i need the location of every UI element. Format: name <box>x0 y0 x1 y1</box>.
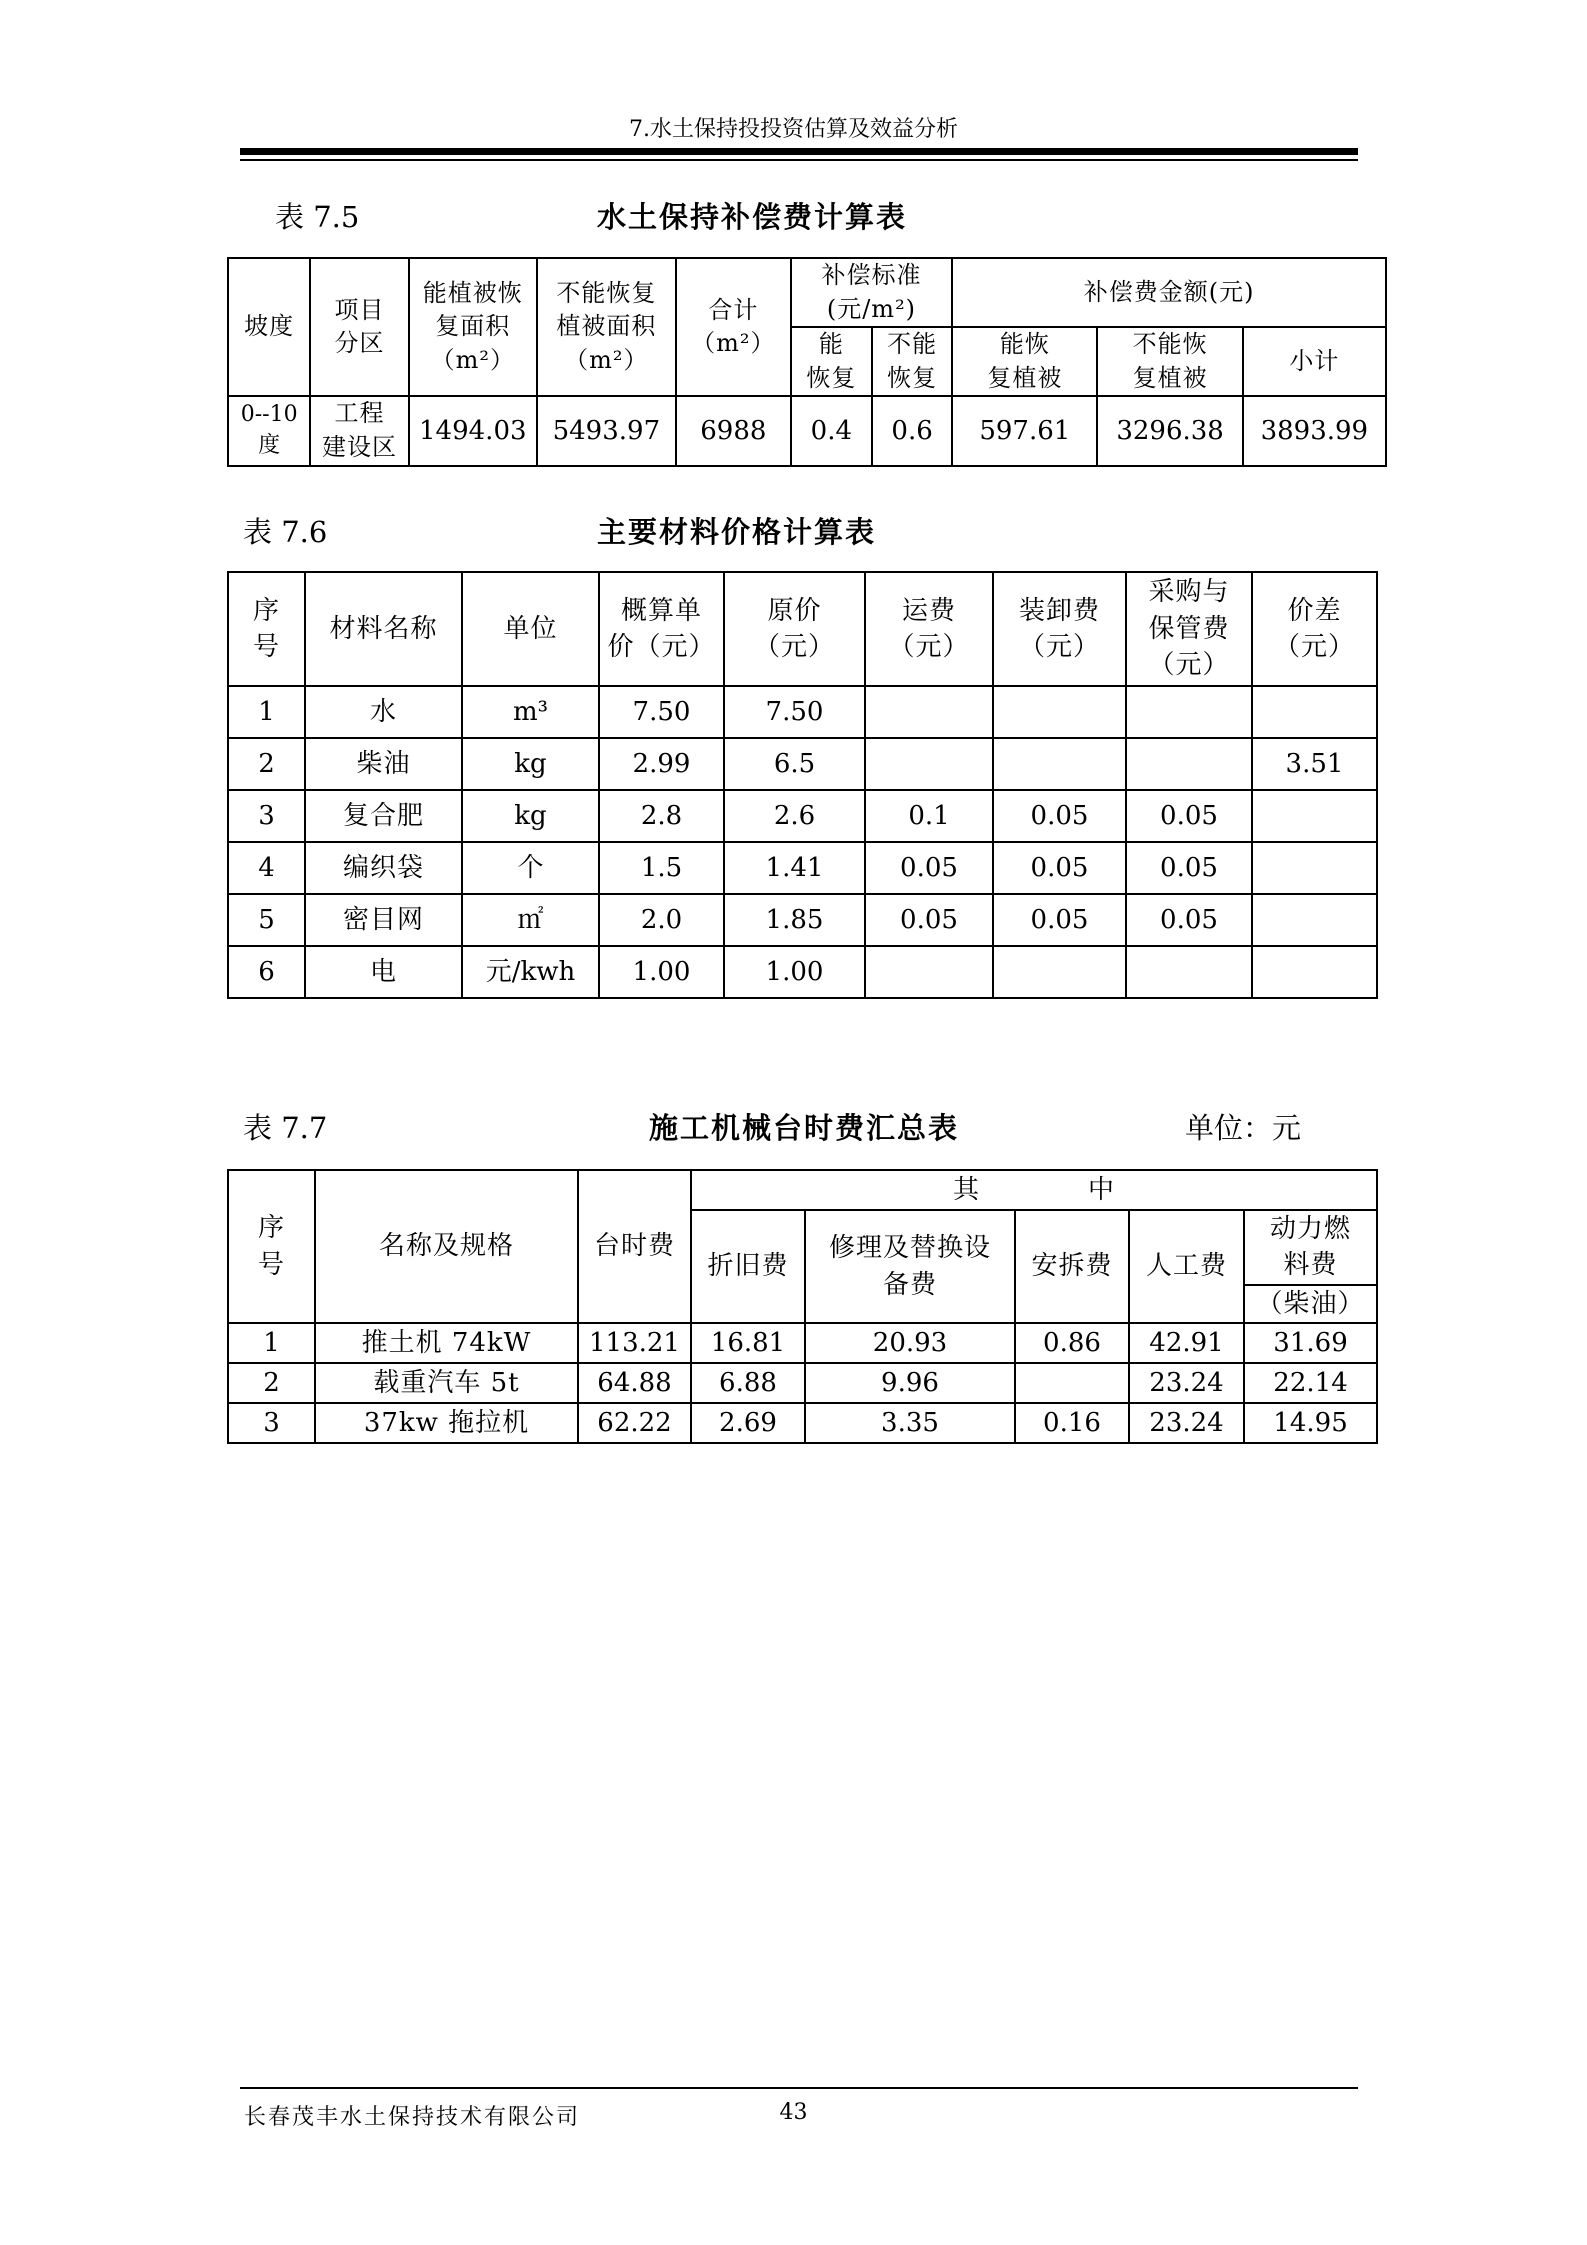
t76-cell: 元/kwh <box>462 946 599 998</box>
t77-h-depr: 折旧费 <box>691 1210 805 1323</box>
t76-cell <box>1252 790 1377 842</box>
table-row <box>228 396 1386 465</box>
t75-h-recover-area: 能植被恢 复面积 （m²） <box>409 258 537 396</box>
t76-h-0: 序 号 <box>228 572 305 686</box>
header-rule-thick <box>240 148 1358 155</box>
t76-cell <box>1126 686 1252 738</box>
t77-cell: 113.21 <box>578 1323 691 1363</box>
table77-label: 表 7.7 <box>243 1111 328 1145</box>
t77-cell: 推土机 74kW <box>315 1323 578 1363</box>
t75-zone: 工程 建设区 <box>310 396 409 465</box>
t76-cell: 2.0 <box>599 894 724 946</box>
t75-recover-area: 1494.03 <box>409 396 537 465</box>
t77-cell <box>1015 1363 1129 1403</box>
t76-h-7: 采购与 保管费 （元） <box>1126 572 1252 686</box>
t76-cell <box>1252 842 1377 894</box>
t75-h-std-recover: 能 恢复 <box>791 327 872 396</box>
t75-subtotal: 3893.99 <box>1243 396 1386 465</box>
table75-label: 表 7.5 <box>275 200 360 234</box>
t77-h-fuel-sub: （柴油） <box>1244 1285 1377 1323</box>
table77 <box>227 1169 1378 1444</box>
table76-title: 主要材料价格计算表 <box>597 515 877 549</box>
t76-cell: 1.00 <box>724 946 865 998</box>
table-row <box>228 1363 1377 1403</box>
t76-cell: 1 <box>228 686 305 738</box>
t77-h-hour: 台时费 <box>578 1170 691 1323</box>
t76-cell: 编织袋 <box>305 842 462 894</box>
t77-h-name: 名称及规格 <box>315 1170 578 1323</box>
t76-cell: 5 <box>228 894 305 946</box>
table76-label: 表 7.6 <box>243 515 328 549</box>
table76 <box>227 571 1378 999</box>
page-number: 43 <box>779 2100 808 2125</box>
t75-h-slope: 坡度 <box>228 258 310 396</box>
t76-cell: 密目网 <box>305 894 462 946</box>
t76-cell: 6.5 <box>724 738 865 790</box>
t77-cell: 6.88 <box>691 1363 805 1403</box>
t76-cell: 个 <box>462 842 599 894</box>
t76-cell: 2.99 <box>599 738 724 790</box>
t75-h-amount: 补偿费金额(元) <box>952 258 1386 327</box>
t77-cell: 23.24 <box>1129 1403 1244 1443</box>
table75 <box>227 257 1387 467</box>
t76-cell: 3 <box>228 790 305 842</box>
t77-cell: 22.14 <box>1244 1363 1377 1403</box>
t77-cell: 3.35 <box>805 1403 1015 1443</box>
table77-caption <box>243 1106 1302 1147</box>
t77-cell: 9.96 <box>805 1363 1015 1403</box>
t76-cell: m³ <box>462 686 599 738</box>
t77-cell: 37kw 拖拉机 <box>315 1403 578 1443</box>
table-row <box>228 738 1377 790</box>
t76-cell <box>865 686 993 738</box>
t77-cell: 20.93 <box>805 1323 1015 1363</box>
t76-cell: 0.05 <box>993 842 1126 894</box>
t76-cell: 1.85 <box>724 894 865 946</box>
t76-cell: 7.50 <box>724 686 865 738</box>
t76-cell: 2.6 <box>724 790 865 842</box>
t77-cell: 64.88 <box>578 1363 691 1403</box>
t75-std-recover: 0.4 <box>791 396 872 465</box>
t77-cell: 23.24 <box>1129 1363 1244 1403</box>
t77-cell: 3 <box>228 1403 315 1443</box>
t76-h-1: 材料名称 <box>305 572 462 686</box>
t77-cell: 0.16 <box>1015 1403 1129 1443</box>
t75-amt-norecover: 3296.38 <box>1097 396 1242 465</box>
t77-cell: 2.69 <box>691 1403 805 1443</box>
t76-cell: kg <box>462 738 599 790</box>
t75-h-std: 补偿标准 (元/m²) <box>791 258 952 327</box>
t76-cell <box>993 946 1126 998</box>
t77-cell: 62.22 <box>578 1403 691 1443</box>
t76-cell <box>865 946 993 998</box>
t76-header-row <box>228 572 1377 686</box>
page-header-title: 7.水土保持投投资估算及效益分析 <box>629 117 958 142</box>
t77-cell: 1 <box>228 1323 315 1363</box>
table75-title: 水土保持补偿费计算表 <box>597 200 908 234</box>
t77-h-of: 其 中 <box>691 1170 1377 1210</box>
t76-cell: 1.00 <box>599 946 724 998</box>
table76-caption <box>243 510 877 551</box>
t76-h-8: 价差 （元） <box>1252 572 1377 686</box>
t76-cell: 水 <box>305 686 462 738</box>
t77-cell: 0.86 <box>1015 1323 1129 1363</box>
table75-caption <box>275 195 908 236</box>
t76-cell: 0.05 <box>1126 842 1252 894</box>
t77-h-labor: 人工费 <box>1129 1210 1244 1323</box>
t75-h-norecover-area: 不能恢复 植被面积 （m²） <box>537 258 676 396</box>
t76-cell: 复合肥 <box>305 790 462 842</box>
t77-cell: 42.91 <box>1129 1323 1244 1363</box>
t77-cell: 载重汽车 5t <box>315 1363 578 1403</box>
t77-h-no: 序 号 <box>228 1170 315 1323</box>
t76-cell <box>1252 686 1377 738</box>
t76-cell: 0.1 <box>865 790 993 842</box>
t77-h-fuel: 动力燃 料费 <box>1244 1210 1377 1285</box>
table-row <box>228 842 1377 894</box>
t76-cell <box>993 738 1126 790</box>
t76-cell: 3.51 <box>1252 738 1377 790</box>
t76-h-4: 原价 （元） <box>724 572 865 686</box>
t76-h-6: 装卸费 （元） <box>993 572 1126 686</box>
t75-h-subtotal: 小计 <box>1243 327 1386 396</box>
t77-h-repair: 修理及替换设 备费 <box>805 1210 1015 1323</box>
t77-h-install: 安拆费 <box>1015 1210 1129 1323</box>
t76-h-2: 单位 <box>462 572 599 686</box>
t75-h-amt-recover: 能恢 复植被 <box>952 327 1097 396</box>
footer-company: 长春茂丰水土保持技术有限公司 <box>244 2105 581 2130</box>
t76-cell <box>993 686 1126 738</box>
t76-cell: 0.05 <box>1126 790 1252 842</box>
t76-cell: 0.05 <box>865 842 993 894</box>
t76-cell: 7.50 <box>599 686 724 738</box>
t76-cell: kg <box>462 790 599 842</box>
t76-cell: ㎡ <box>462 894 599 946</box>
t75-h-zone: 项目 分区 <box>310 258 409 396</box>
table-row <box>228 1323 1377 1363</box>
table77-unit: 单位：元 <box>1185 1111 1302 1145</box>
t75-h-amt-norecover: 不能恢 复植被 <box>1097 327 1242 396</box>
t75-std-norecover: 0.6 <box>872 396 952 465</box>
t77-cell: 16.81 <box>691 1323 805 1363</box>
t76-cell: 1.5 <box>599 842 724 894</box>
t76-h-3: 概算单 价（元） <box>599 572 724 686</box>
t76-cell: 0.05 <box>993 790 1126 842</box>
t76-cell <box>1126 946 1252 998</box>
table77-title: 施工机械台时费汇总表 <box>649 1111 960 1145</box>
table-row <box>228 1403 1377 1443</box>
table-row <box>228 686 1377 738</box>
t76-cell: 2.8 <box>599 790 724 842</box>
t76-cell <box>1126 738 1252 790</box>
t75-slope: 0--10 度 <box>228 396 310 465</box>
t76-cell: 电 <box>305 946 462 998</box>
t76-cell: 柴油 <box>305 738 462 790</box>
table-row <box>228 790 1377 842</box>
t76-cell: 0.05 <box>993 894 1126 946</box>
t76-cell <box>1252 946 1377 998</box>
table-row <box>228 946 1377 998</box>
t76-cell: 6 <box>228 946 305 998</box>
table-row <box>228 894 1377 946</box>
t75-amt-recover: 597.61 <box>952 396 1097 465</box>
t75-h-total: 合计 （m²） <box>676 258 791 396</box>
t77-cell: 14.95 <box>1244 1403 1377 1443</box>
t77-cell: 2 <box>228 1363 315 1403</box>
header-rule-thin <box>240 159 1358 161</box>
t75-total: 6988 <box>676 396 791 465</box>
t76-cell <box>865 738 993 790</box>
t76-cell: 4 <box>228 842 305 894</box>
t76-cell: 0.05 <box>865 894 993 946</box>
t76-cell: 2 <box>228 738 305 790</box>
t76-cell: 1.41 <box>724 842 865 894</box>
t75-norecover-area: 5493.97 <box>537 396 676 465</box>
t75-h-std-norecover: 不能 恢复 <box>872 327 952 396</box>
t76-h-5: 运费 （元） <box>865 572 993 686</box>
t77-cell: 31.69 <box>1244 1323 1377 1363</box>
t76-cell: 0.05 <box>1126 894 1252 946</box>
t76-cell <box>1252 894 1377 946</box>
footer-rule <box>240 2087 1358 2089</box>
